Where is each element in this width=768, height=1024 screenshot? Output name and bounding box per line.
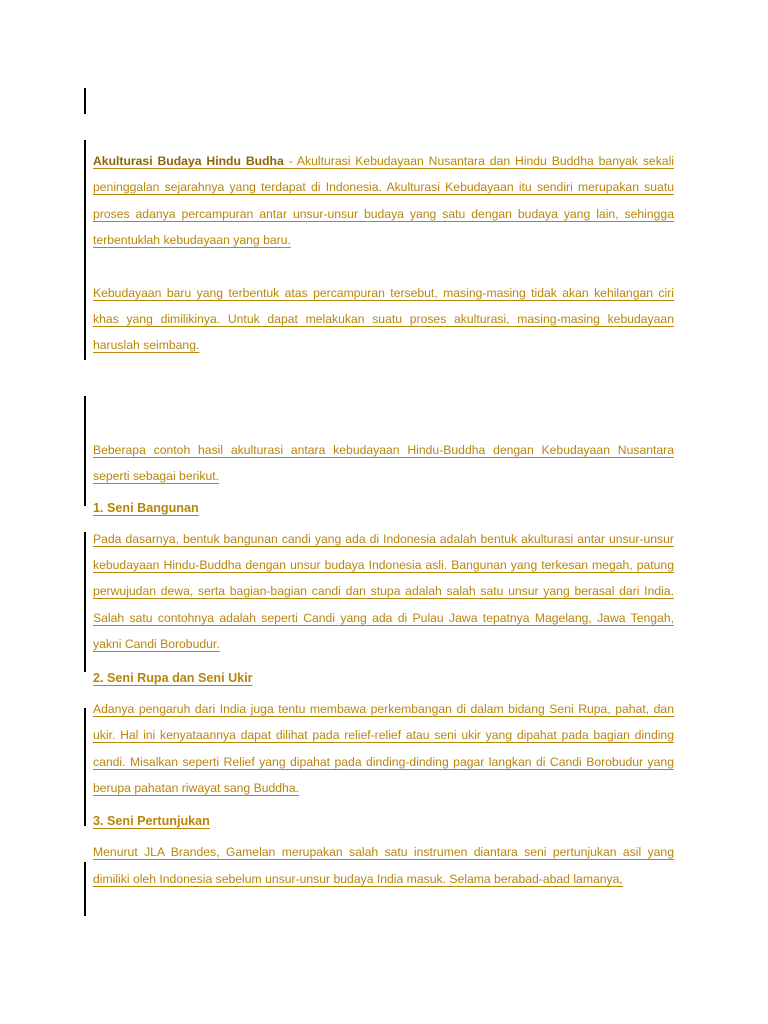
intro-paragraph — [93, 148, 674, 254]
change-bar — [84, 708, 86, 826]
change-bar — [84, 140, 86, 360]
article-body — [93, 148, 674, 892]
change-bar — [84, 532, 86, 672]
paragraph-2: Kebudayaan baru yang terbentuk atas percampuran tersebut, masing-masing tidak akan kehilangan ciri khas yang dimilikinya. Untuk dapat melakukan suatu proses akulturasi, masing-masing kebudayaan haruslah seimbang. — [93, 285, 674, 353]
section-heading-seni-pertunjukan: 3. Seni Pertunjukan — [93, 814, 210, 829]
paragraph-3: Beberapa contoh hasil akulturasi antara kebudayaan Hindu-Buddha dengan Kebudayaan Nusantara seperti sebagai berikut. — [93, 442, 674, 484]
section-heading-seni-rupa: 2. Seni Rupa dan Seni Ukir — [93, 670, 253, 685]
section-body-seni-bangunan: Pada dasarnya, bentuk bangunan candi yang ada di Indonesia adalah bentuk akulturasi antar unsur-unsur kebudayaan Hindu-Buddha dengan unsur budaya Indonesia asli. Bangunan yang terkesan megah, patung perwujudan dewa, serta bagian-bagian candi dan stupa adalah salah satu unsur yang berasal dari India. Salah satu contohnya adalah seperti Candi yang ada di Pulau Jawa tepatnya Magelang, Jawa Tengah, yakni Candi Borobudur. — [93, 531, 674, 652]
section-body-seni-rupa: Adanya pengaruh dari India juga tentu membawa perkembangan di dalam bidang Seni Rupa, pahat, dan ukir. Hal ini kenyataannya dapat dilihat pada relief-relief atau seni ukir yang dipahat pada bagian dinding candi. Misalkan seperti Relief yang dipahat pada dinding-dinding pagar langkan di Candi Borobudur yang berupa pahatan riwayat sang Buddha. — [93, 701, 674, 795]
change-bar — [84, 396, 86, 506]
article-title-link[interactable]: Akulturasi Budaya Hindu Budha — [93, 154, 284, 168]
section-heading-seni-bangunan: 1. Seni Bangunan — [93, 500, 199, 515]
text-cursor — [84, 88, 86, 114]
intro-text: - Akulturasi Kebudayaan Nusantara dan Hindu Buddha banyak sekali peninggalan sejarahnya yang terdapat di Indonesia. Akulturasi Kebudayaan itu sendiri merupakan suatu proses adanya percampuran antar unsur-unsur budaya yang satu dengan budaya yang lain, sehingga terbentuklah kebudayaan yang baru. — [93, 154, 674, 248]
section-body-seni-pertunjukan: Menurut JLA Brandes, Gamelan merupakan salah satu instrumen diantara seni pertunjukan asil yang dimiliki oleh Indonesia sebelum unsur-unsur budaya India masuk. Selama berabad-abad lamanya, — [93, 845, 674, 886]
change-bar — [84, 862, 86, 916]
